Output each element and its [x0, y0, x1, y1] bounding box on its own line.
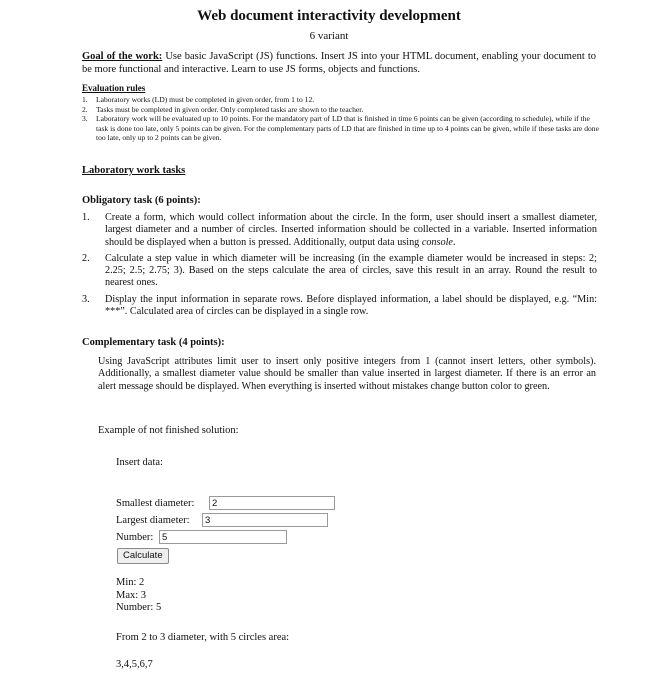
console-word: console [421, 236, 453, 248]
rule-number: 2. [82, 104, 88, 114]
rule-number: 3. [82, 114, 88, 124]
smallest-diameter-row [116, 496, 356, 513]
lab-tasks-title: Laboratory work tasks [82, 165, 186, 176]
complementary-task-text: Using JavaScript attributes limit user to insert only positive integers from 1 (cannot insert letters, other symbols). Additionally, a smallest diameter value should be smaller than value inserted in largest diameter. If there is an error an alert message should be displayed. When everything is inserted without mistakes change button color to green. [98, 356, 596, 392]
obligatory-item [82, 212, 597, 249]
obligatory-task-title: Obligatory task (6 points): [82, 195, 201, 206]
item-number: 1. [82, 212, 90, 223]
area-result-label: From 2 to 3 diameter, with 5 circles area: [116, 632, 290, 643]
obligatory-item [82, 294, 597, 319]
smallest-diameter-input[interactable]: 2 [209, 496, 335, 510]
number-input[interactable]: 5 [159, 530, 287, 544]
goal-label: Goal of the work: [82, 51, 163, 62]
variant-label: 6 variant [309, 30, 349, 42]
evaluation-rule [82, 95, 600, 105]
goal-text: Use basic JavaScript (JS) functions. Insert JS into your HTML document, enabling your document to be more functional and interactive. Learn to use JS forms, objects and functions. [82, 51, 596, 75]
evaluation-rules-list [82, 95, 600, 143]
output-max: Max: 3 [116, 589, 147, 601]
example-title: Example of not finished solution: [98, 425, 239, 436]
goal-paragraph [82, 50, 596, 76]
document-title: Web document interactivity development [197, 8, 461, 24]
item-number: 3. [82, 293, 90, 305]
item-end: . [452, 236, 456, 248]
item-text: Create a form, which would collect information about the circle. In the form, user should insert a smallest diameter, largest diameter and a number of circles. Inserted information should be collected in a variable. Inserted information should be displayed when a button is pressed. Additionally, output data using [105, 212, 597, 248]
rule-text: Laboratory works (LD) must be completed in given order, from 1 to 12. [96, 95, 315, 104]
item-number: 2. [82, 252, 90, 264]
obligatory-task-list [82, 212, 597, 322]
largest-diameter-label: Largest diameter: [116, 515, 190, 526]
item-text: Calculate a step value in which diameter will be increasing (in the example diameter would be increased in steps: 2; 2.25; 2.5; 2.75; 3). Based on the steps calculate the area of circles, save this result in an array. Round the result to nearest ones. [105, 252, 597, 289]
obligatory-item [82, 253, 597, 290]
complementary-task-title: Complementary task (4 points): [82, 337, 225, 348]
smallest-diameter-label: Smallest diameter: [116, 498, 195, 509]
evaluation-rule [82, 105, 600, 115]
output-number: Number: 5 [116, 602, 162, 613]
rule-number: 1. [82, 95, 88, 104]
calculate-button[interactable]: Calculate [117, 548, 169, 564]
largest-diameter-row [116, 513, 356, 530]
output-block [116, 577, 161, 615]
evaluation-rules-title: Evaluation rules [82, 83, 146, 93]
example-form [116, 496, 356, 547]
insert-data-title: Insert data: [116, 457, 163, 468]
evaluation-rule [82, 114, 600, 143]
number-label: Number: [116, 532, 154, 543]
rule-text: Tasks must be completed in given order. Only completed tasks are shown to the teacher. [96, 104, 364, 114]
number-row [116, 530, 356, 547]
output-min: Min: 2 [116, 577, 145, 588]
largest-diameter-input[interactable]: 3 [202, 513, 328, 527]
rule-text: Laboratory work will be evaluated up to 10 points. For the mandatory part of LD that is finished in time 6 points can be given (according to schedule), while if the task is done too late, only 5 points can be given. For the complementary parts of LD that are finished in time up to 4 points can be given, while if these tasks are done too late, only up to 2 points can be given. [96, 114, 599, 143]
item-text: Display the input information in separate rows. Before displayed information, a label should be displayed, e.g. “Min: ***”. Calculated area of circles can be displayed in a single row. [105, 293, 597, 318]
area-result-values: 3,4,5,6,7 [116, 659, 153, 670]
